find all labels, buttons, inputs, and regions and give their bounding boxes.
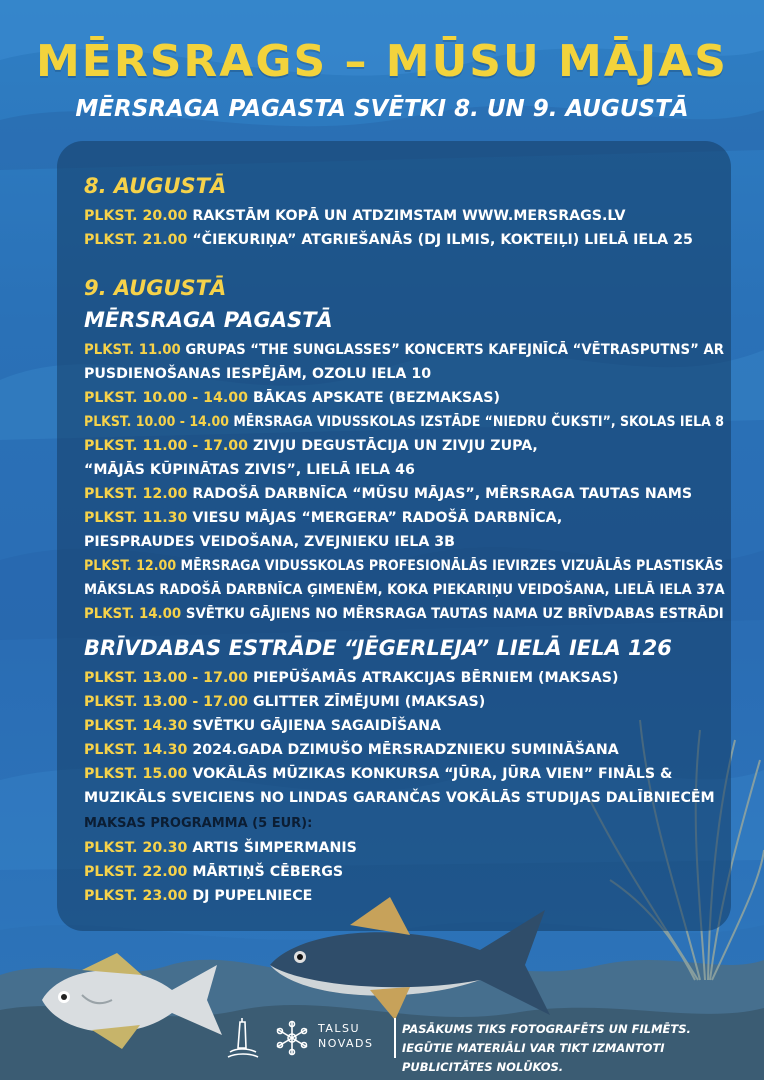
event-row-cont: “MĀJĀS KŪPINĀTAS ZIVIS”, LIELĀ IELA 46 <box>84 462 415 478</box>
day-heading-aug9: 9. AUGUSTĀ <box>84 276 227 300</box>
event-row: PLKST. 11.00 GRUPAS “THE SUNGLASSES” KONCERTS KAFEJNĪCĀ “VĒTRASPUTNS” AR <box>84 342 724 358</box>
event-row: PLKST. 13.00 - 17.00 GLITTER ZĪMĒJUMI (MAKSAS) <box>84 694 486 710</box>
lighthouse-and-snowflake-logos <box>226 1018 316 1060</box>
event-row: PLKST. 14.00 SVĒTKU GĀJIENS NO MĒRSRAGA TAUTAS NAMA UZ BRĪVDABAS ESTRĀDI <box>84 606 724 622</box>
event-row: PLKST. 23.00 DJ PUPELNIECE <box>84 888 313 904</box>
fish-small-illustration <box>22 945 232 1055</box>
event-row: PLKST. 20.00 RAKSTĀM KOPĀ UN ATDZIMSTAM WWW.MERSRAGS.LV <box>84 208 626 224</box>
section-heading-pagasta: MĒRSRAGA PAGASTĀ <box>84 308 333 332</box>
event-row: PLKST. 12.00 RADOŠĀ DARBNĪCA “MŪSU MĀJAS”, MĒRSRAGA TAUTAS NAMS <box>84 486 693 502</box>
event-row-cont: MUZIKĀLS SVEICIENS NO LINDAS GARANČAS VOKĀLĀS STUDIJAS DALĪBNIECĒM <box>84 790 715 806</box>
footer-divider <box>394 1018 396 1058</box>
paid-program-label: MAKSAS PROGRAMMA (5 EUR): <box>84 816 313 831</box>
event-row: PLKST. 14.30 2024.GADA DZIMUŠO MĒRSRADZNIEKU SUMINĀŠANA <box>84 742 619 758</box>
event-row: PLKST. 11.30 VIESU MĀJAS “MERGERA” RADOŠĀ DARBNĪCA, <box>84 510 563 526</box>
poster-title: MĒRSRAGS – MŪSU MĀJAS <box>36 36 728 87</box>
snowflake-icon <box>277 1021 307 1055</box>
section-heading-estrade: BRĪVDABAS ESTRĀDE “JĒGERLEJA” LIELĀ IELA 126 <box>84 636 672 660</box>
event-row: PLKST. 10.00 - 14.00 MĒRSRAGA VIDUSSKOLAS IZSTĀDE “NIEDRU ČUKSTI”, SKOLAS IELA 8 <box>84 414 724 430</box>
event-row: PLKST. 14.30 SVĒTKU GĀJIENA SAGAIDĪŠANA <box>84 718 441 734</box>
event-row: PLKST. 22.00 MĀRTIŅŠ CĒBERGS <box>84 864 344 880</box>
event-row: PLKST. 15.00 VOKĀLĀS MŪZIKAS KONKURSA “JŪRA, JŪRA VIEN” FINĀLS & <box>84 766 673 782</box>
event-row: PLKST. 21.00 “ČIEKURIŅA” ATGRIEŠANĀS (DJ ILMIS, KOKTEIĻI) LIELĀ IELA 25 <box>84 232 693 248</box>
event-row-cont: PIESPRAUDES VEIDOŠANA, ZVEJNIEKU IELA 3B <box>84 534 455 550</box>
event-row: PLKST. 13.00 - 17.00 PIEPŪŠAMĀS ATRAKCIJAS BĒRNIEM (MAKSAS) <box>84 670 619 686</box>
photo-notice: PASĀKUMS TIKS FOTOGRAFĒTS UN FILMĒTS. IEGŪTIE MATERIĀLI VAR TIKT IZMANTOTI PUBLICITĀTES NOLŪKOS. <box>402 1022 691 1074</box>
poster-subtitle: MĒRSRAGA PAGASTA SVĒTKI 8. UN 9. AUGUSTĀ <box>75 96 689 122</box>
day-heading-aug8: 8. AUGUSTĀ <box>84 174 227 198</box>
event-row: PLKST. 12.00 MĒRSRAGA VIDUSSKOLAS PROFESIONĀLĀS IEVIRZES VIZUĀLĀS PLASTISKĀS <box>84 558 724 574</box>
event-row: PLKST. 10.00 - 14.00 BĀKAS APSKATE (BEZMAKSAS) <box>84 390 500 406</box>
tuna-fish-illustration <box>260 895 560 1025</box>
talsu-novads-logo: TALSU NOVADS <box>318 1022 374 1050</box>
lighthouse-icon <box>228 1018 258 1057</box>
event-row: PLKST. 20.30 ARTIS ŠIMPERMANIS <box>84 840 357 856</box>
event-row-cont: PUSDIENOŠANAS IESPĒJĀM, OZOLU IELA 10 <box>84 366 432 382</box>
event-row: PLKST. 11.00 - 17.00 ZIVJU DEGUSTĀCIJA UN ZIVJU ZUPA, <box>84 438 538 454</box>
event-row-cont: MĀKSLAS RADOŠĀ DARBNĪCA ĢIMENĒM, KOKA PIEKARIŅU VEIDOŠANA, LIELĀ IELA 37A <box>84 582 725 598</box>
